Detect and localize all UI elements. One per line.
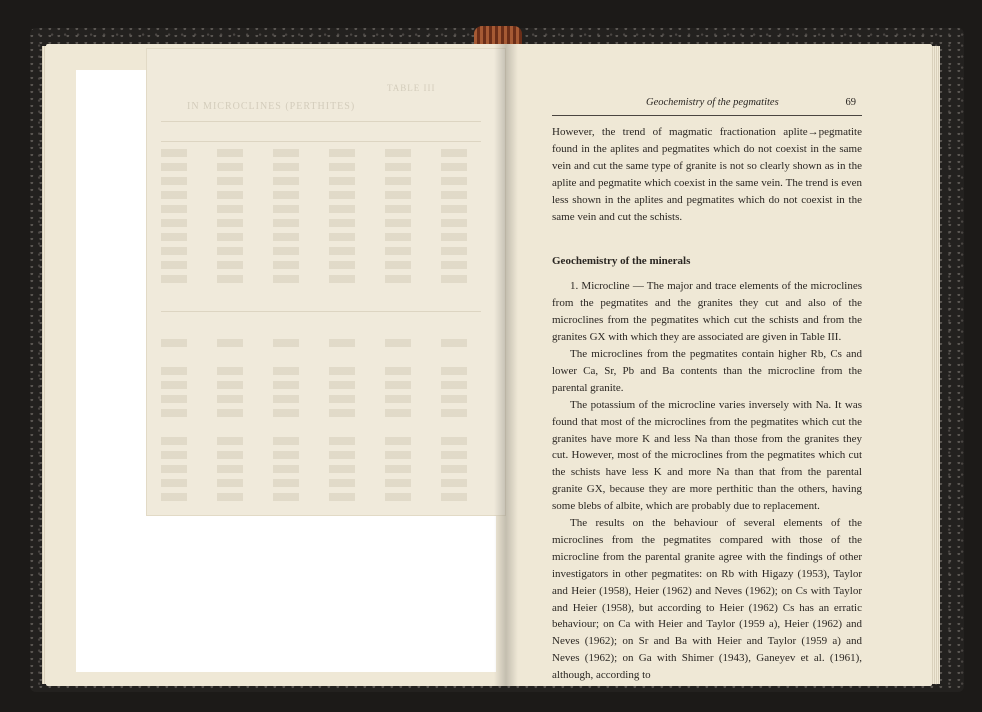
ghost-row bbox=[161, 163, 481, 171]
paragraph: 1. Microcline — The major and trace elements of the microclines from the pegmatites and the granites they cut and also of the microclines from the pegmatites which cut the schists and from the granites GX with which they are associated are given in Table III. bbox=[552, 280, 862, 344]
book-gutter-shadow bbox=[494, 44, 518, 686]
ghost-row bbox=[161, 247, 481, 255]
ghost-table-label: TABLE III bbox=[387, 83, 436, 93]
ghost-row bbox=[161, 479, 481, 487]
section-heading: Geochemistry of the minerals bbox=[552, 255, 691, 268]
ghost-rule bbox=[161, 311, 481, 312]
ghost-rule bbox=[161, 141, 481, 142]
ghost-row bbox=[161, 205, 481, 213]
ghost-row bbox=[161, 409, 481, 417]
ghost-row bbox=[161, 233, 481, 241]
paragraph: The microclines from the pegmatites contain higher Rb, Cs and lower Ca, Sr, Pb and Ba contents than the microcline from the parental granite. bbox=[552, 347, 862, 394]
intro-paragraph: However, the trend of magmatic fractionation aplite→pegmatite found in the aplites and pegmatites which do not coexist in the same vein and cut the same type of granite is not so clearly shown as in the aplite and pegmatite which coexist in the same vein. The trend is even less shown in the aplites and pegmatites which do not coexist in the same vein and cut the schists. bbox=[552, 126, 862, 223]
running-title: Geochemistry of the pegmatites bbox=[646, 97, 779, 108]
ghost-row bbox=[161, 177, 481, 185]
ghost-row bbox=[161, 149, 481, 157]
ghost-row bbox=[161, 381, 481, 389]
ghost-row bbox=[161, 367, 481, 375]
ghost-row bbox=[161, 219, 481, 227]
ghost-rule bbox=[161, 121, 481, 122]
ghost-row bbox=[161, 339, 481, 347]
table-sheet-show-through bbox=[146, 48, 506, 516]
ghost-row bbox=[161, 493, 481, 501]
ghost-row bbox=[161, 451, 481, 459]
running-header bbox=[552, 97, 862, 116]
page-number: 69 bbox=[845, 97, 856, 108]
ghost-row bbox=[161, 395, 481, 403]
ghost-row bbox=[161, 261, 481, 269]
page-body bbox=[552, 124, 862, 684]
ghost-row bbox=[161, 191, 481, 199]
ghost-row bbox=[161, 275, 481, 283]
ghost-row bbox=[161, 437, 481, 445]
ghost-row bbox=[161, 465, 481, 473]
ghost-table-caption: IN MICROCLINES (PERTHITES) bbox=[187, 101, 356, 112]
paragraph: The results on the behaviour of several elements of the microclines from the pegmatites compared with those of the microcline from the parental granite agree with the findings of other investigators in other pegmatites: on Rb with Higazy (1953), Taylor and Heier (1958), Heier (1962) and Neves (1962); on Cs with Taylor and Heier (1958), but according to Heier (1962) Cs has an erratic behaviour; on Ca with Heier and Taylor (1959 a), Heier (1962) and Neves (1962); on Sr and Ba with Heier and Taylor (1959 a) and Neves (1962); on Ga with Shimer (1943), Ganeyev et al. (1961), although, according to bbox=[552, 517, 862, 682]
paragraph: The potassium of the microcline varies inversely with Na. It was found that most of the microclines from the pegmatites which cut the granites have more K and less Na than those from the granites they cut. However, most of the microclines from the pegmatites which cut the schists have less K and more Na than that from the parental granite GX, because they are more perthitic than the others, having some blebs of albite, which are probably due to replacement. bbox=[552, 398, 862, 513]
